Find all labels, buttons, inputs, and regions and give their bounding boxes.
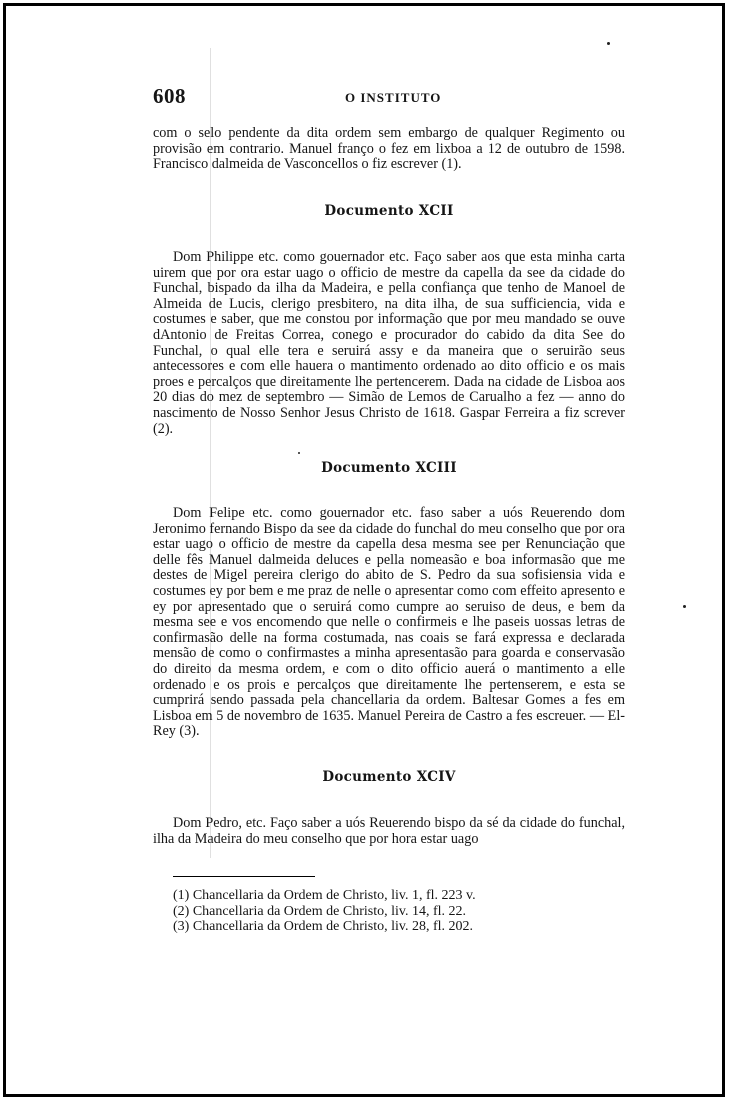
document-heading: Documento XCIII	[321, 460, 457, 476]
scan-speck	[607, 42, 610, 45]
opening-paragraph: com o selo pendente da dita ordem sem embargo de qualquer Regimento ou provisão em contrario. Manuel franço o fez em lixboa a 12 de outubro de 1598. Francisco dalmeida de Vasconcellos o fiz escrever (1).	[153, 125, 625, 173]
footnote-rule	[173, 876, 315, 877]
document-body: Dom Pedro, etc. Faço saber a uós Reuerendo bispo da sé da cidade do funchal, ilha da Madeira do meu conselho que por hora estar uago	[153, 815, 625, 847]
document-heading: Documento XCIV	[322, 769, 456, 785]
footnote: (2) Chancellaria da Ordem de Christo, liv. 14, fl. 22.	[173, 903, 467, 919]
document-body: Dom Philippe etc. como gouernador etc. Faço saber aos que esta minha carta uirem que por ora estar uago o officio de mestre da capella da see da cidade do Funchal, bispado da ilha da Madeira, e pella confiança que tenho de Manoel de Almeida de Lucis, clerigo presbitero, na dita ilha, de sua sufficiencia, vida e costumes e saber, que me constou por informação que por meu mandado se ouve dAntonio de Freitas Correa, conego e procurador do cabido da dita See do Funchal, o qual elle tera e seruirá assy e da maneira que o seruirão seus antecessores e com elle hauera o mantimento ordenado ao dito officio e os mais proes e percalços que direitamente lhe pertencerem. Dada na cidade de Lisboa aos 20 dias do mez de septembro — Simão de Lemos de Carualho a fez — anno do nascimento de Nosso Senhor Jesus Christo de 1618. Gaspar Ferreira a fiz screver (2).	[153, 249, 625, 437]
footnote: (3) Chancellaria da Ordem de Christo, liv. 28, fl. 202.	[173, 919, 474, 935]
document-body: Dom Felipe etc. como gouernador etc. faso saber a uós Reuerendo dom Jeronimo fernando Bispo da see da cidade do funchal do meu conselho que por ora estar uago o officio de mestre da capella desa mesma see per Renunciação que delle fês Manuel dalmeida deluces e pella nomeasão e boa informasão que me destes de Migel pereira clerigo do abito de S. Pedro da sua sofisiensia vida e costumes ey por bem e me praz de nelle o apresentar como com effeito apresento e ey por apresentado que o seruirá como cumpre ao seruiso de deus, e bem da mesma see e vos encomendo que nelle o confirmeis e lhe paseis uossas letras de confirmasão delle na forma costumada, nas coais se fará expressa e declarada mensão de como o confirmastes a minha apresentasão para goarda e conservasão do direito da mesma ordem, e com o dito officio auerá o mantimento a elle ordenado e os prois e percalços que direitamente lhe pertenserem, e esta se cumprirá sendo passada pela chancellaria da ordem. Baltesar Gomes a fes em Lisboa em 5 de novembro de 1635. Manuel Pereira de Castro a fes escreuer. — El-Rey (3).	[153, 505, 625, 740]
page-number: 608	[153, 84, 186, 108]
running-title: O INSTITUTO	[345, 90, 442, 105]
footnote: (1) Chancellaria da Ordem de Christo, liv. 1, fl. 223 v.	[173, 888, 476, 903]
footnotes	[173, 888, 593, 935]
scan-speck	[683, 605, 686, 608]
document-heading: Documento XCII	[324, 203, 454, 219]
scan-speck	[298, 452, 300, 454]
page-header	[153, 84, 625, 108]
